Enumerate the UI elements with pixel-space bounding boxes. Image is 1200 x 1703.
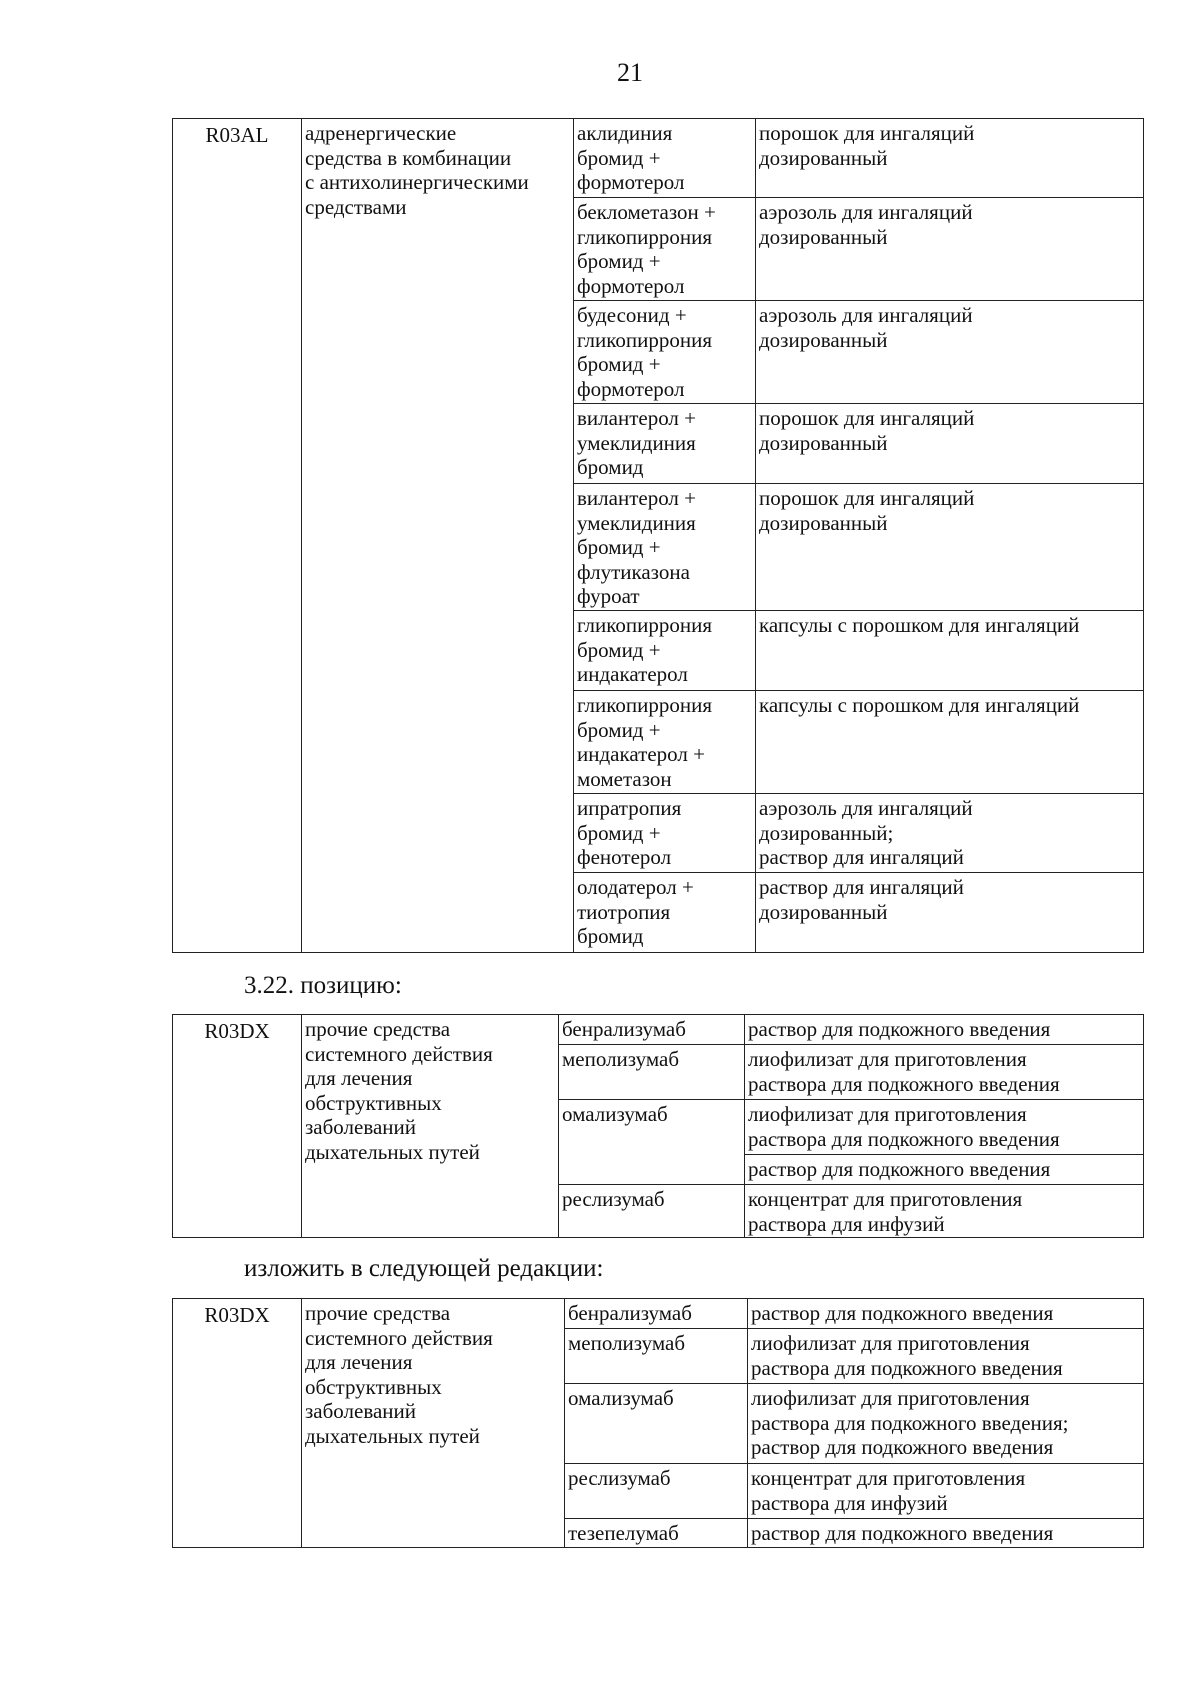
form-line: дозированный xyxy=(759,145,888,170)
page-number: 21 xyxy=(617,58,643,87)
drug-cell xyxy=(565,1329,748,1384)
atc-code-cell xyxy=(173,1015,302,1238)
drug-cell xyxy=(574,873,756,953)
form-line: лиофилизат для приготовления xyxy=(748,1102,1027,1126)
drug-line: олодатерол + xyxy=(577,875,694,899)
form-cell xyxy=(745,1100,1144,1155)
drug-cell xyxy=(559,1100,745,1185)
form-cell xyxy=(756,301,1144,404)
form-line: концентрат для приготовления xyxy=(751,1466,1026,1490)
group-line: для лечения xyxy=(305,1066,413,1090)
drug-line: бромид xyxy=(577,924,644,948)
drug-line: аклидиния xyxy=(577,121,673,145)
table-row xyxy=(173,1015,1144,1045)
group-cell xyxy=(302,119,574,953)
drug-line: меполизумаб xyxy=(568,1331,686,1355)
drug-line: тезепелумаб xyxy=(568,1521,679,1545)
drug-line: умеклидиния xyxy=(577,510,696,535)
group-line: обструктивных xyxy=(305,1090,442,1115)
drug-line: бромид + xyxy=(577,535,661,559)
form-line: раствор для ингаляций xyxy=(759,845,964,869)
drug-line: индакатерол + xyxy=(577,742,705,766)
drug-line: фуроат xyxy=(577,584,640,608)
table-r03dx-new xyxy=(172,1298,1144,1548)
form-line: раствора для инфузий xyxy=(751,1490,948,1515)
group-line: заболеваний xyxy=(305,1399,416,1423)
group-cell xyxy=(302,1299,565,1548)
form-line: раствор для подкожного введения xyxy=(748,1157,1051,1181)
form-cell xyxy=(748,1519,1144,1548)
form-cell xyxy=(756,198,1144,301)
drug-line: бенрализумаб xyxy=(562,1017,686,1041)
drug-line: гликопиррония xyxy=(577,613,713,637)
table-r03al xyxy=(172,118,1144,953)
form-line: раствор для подкожного введения xyxy=(751,1521,1054,1545)
drug-cell xyxy=(574,301,756,404)
group-line: системного действия xyxy=(305,1041,493,1066)
form-cell xyxy=(745,1015,1144,1045)
form-line: порошок для ингаляций xyxy=(759,121,975,145)
form-line: лиофилизат для приготовления xyxy=(748,1047,1027,1071)
form-line: порошок для ингаляций xyxy=(759,486,975,510)
drug-line: бромид + xyxy=(577,352,661,376)
atc-code-cell xyxy=(173,1299,302,1548)
table-r03dx-old xyxy=(172,1014,1144,1238)
form-line: раствора для подкожного введения xyxy=(748,1126,1060,1151)
drug-line: вилантерол + xyxy=(577,406,696,430)
drug-line: гликопиррония xyxy=(577,327,713,352)
drug-line: омализумаб xyxy=(568,1386,674,1410)
form-cell xyxy=(745,1045,1144,1100)
form-cell xyxy=(748,1329,1144,1384)
drug-cell xyxy=(574,611,756,691)
group-line: системного действия xyxy=(305,1325,493,1350)
atc-code: R03AL xyxy=(205,123,269,147)
form-line: лиофилизат для приготовления xyxy=(751,1331,1030,1355)
drug-cell xyxy=(565,1299,748,1329)
form-cell xyxy=(748,1299,1144,1329)
drug-line: мометазон xyxy=(577,766,672,791)
group-line: дыхательных путей xyxy=(305,1423,480,1448)
form-cell xyxy=(756,611,1144,691)
form-line: раствора для подкожного введения xyxy=(748,1071,1060,1096)
group-line: адренергические xyxy=(305,121,457,145)
group-line: дыхательных путей xyxy=(305,1139,480,1164)
form-line: аэрозоль для ингаляций xyxy=(759,200,973,224)
group-line: прочие средства xyxy=(305,1017,451,1041)
section-note: изложить в следующей редакции: xyxy=(244,1255,604,1282)
drug-cell xyxy=(574,119,756,198)
form-cell xyxy=(756,691,1144,794)
form-cell xyxy=(745,1155,1144,1185)
atc-code: R03DX xyxy=(204,1019,270,1043)
table-row xyxy=(173,1299,1144,1329)
form-line: аэрозоль для ингаляций xyxy=(759,303,973,327)
group-cell xyxy=(302,1015,559,1238)
drug-line: бромид + xyxy=(577,637,661,662)
drug-line: флутиказона xyxy=(577,559,690,584)
drug-line: формотерол xyxy=(577,273,685,298)
form-cell xyxy=(745,1185,1144,1238)
form-line: раствора для инфузий xyxy=(748,1211,945,1236)
form-line: раствор для подкожного введения xyxy=(751,1435,1054,1459)
drug-line: бромид + xyxy=(577,820,661,845)
form-line: лиофилизат для приготовления xyxy=(751,1386,1030,1410)
drug-line: омализумаб xyxy=(562,1102,668,1126)
drug-cell xyxy=(574,794,756,873)
drug-line: гликопиррония xyxy=(577,693,713,717)
drug-cell xyxy=(565,1464,748,1519)
form-line: раствора для подкожного введения xyxy=(751,1355,1063,1380)
form-line: раствор для подкожного введения xyxy=(751,1301,1054,1325)
form-line: раствор для подкожного введения xyxy=(748,1017,1051,1041)
form-line: дозированный xyxy=(759,224,888,249)
drug-cell xyxy=(574,404,756,484)
drug-line: беклометазон + xyxy=(577,200,716,224)
form-line: раствора для подкожного введения; xyxy=(751,1410,1069,1435)
drug-line: бенрализумаб xyxy=(568,1301,692,1325)
group-line: средствами xyxy=(305,194,407,219)
drug-line: вилантерол + xyxy=(577,486,696,510)
form-line: порошок для ингаляций xyxy=(759,406,975,430)
drug-cell xyxy=(565,1384,748,1464)
drug-cell xyxy=(559,1015,745,1045)
drug-line: тиотропия xyxy=(577,899,671,924)
drug-line: бромид + xyxy=(577,145,661,170)
atc-code: R03DX xyxy=(204,1303,270,1327)
group-line: для лечения xyxy=(305,1350,413,1374)
drug-line: формотерол xyxy=(577,170,685,194)
drug-cell xyxy=(574,691,756,794)
form-line: аэрозоль для ингаляций xyxy=(759,796,973,820)
form-cell xyxy=(756,873,1144,953)
drug-line: бромид + xyxy=(577,717,661,742)
drug-line: гликопиррония xyxy=(577,224,713,249)
drug-cell xyxy=(574,484,756,611)
form-cell xyxy=(756,404,1144,484)
form-line: дозированный; xyxy=(759,820,894,845)
table-row xyxy=(173,119,1144,198)
form-line: дозированный xyxy=(759,327,888,352)
section-note: 3.22. позицию: xyxy=(244,972,402,999)
drug-line: индакатерол xyxy=(577,662,688,686)
group-line: прочие средства xyxy=(305,1301,451,1325)
drug-cell xyxy=(559,1185,745,1238)
drug-line: бромид xyxy=(577,455,644,479)
drug-line: реслизумаб xyxy=(562,1187,665,1211)
group-line: средства в комбинации xyxy=(305,145,512,170)
drug-line: бромид + xyxy=(577,249,661,273)
form-line: дозированный xyxy=(759,899,888,924)
group-line: с антихолинергическими xyxy=(305,170,529,194)
drug-cell xyxy=(565,1519,748,1548)
form-cell xyxy=(748,1464,1144,1519)
form-line: капсулы с порошком для ингаляций xyxy=(759,693,1080,717)
group-line: заболеваний xyxy=(305,1115,416,1139)
form-line: капсулы с порошком для ингаляций xyxy=(759,613,1080,637)
drug-line: формотерол xyxy=(577,376,685,401)
drug-cell xyxy=(559,1045,745,1100)
drug-line: реслизумаб xyxy=(568,1466,671,1490)
form-line: раствор для ингаляций xyxy=(759,875,964,899)
form-cell xyxy=(748,1384,1144,1464)
form-cell xyxy=(756,119,1144,198)
form-cell xyxy=(756,484,1144,611)
drug-line: меполизумаб xyxy=(562,1047,680,1071)
drug-line: фенотерол xyxy=(577,845,672,869)
form-line: дозированный xyxy=(759,430,888,455)
atc-code-cell xyxy=(173,119,302,953)
drug-line: будесонид + xyxy=(577,303,687,327)
drug-line: ипратропия xyxy=(577,796,682,820)
group-line: обструктивных xyxy=(305,1374,442,1399)
drug-cell xyxy=(574,198,756,301)
form-cell xyxy=(756,794,1144,873)
form-line: концентрат для приготовления xyxy=(748,1187,1023,1211)
form-line: дозированный xyxy=(759,510,888,535)
drug-line: умеклидиния xyxy=(577,430,696,455)
